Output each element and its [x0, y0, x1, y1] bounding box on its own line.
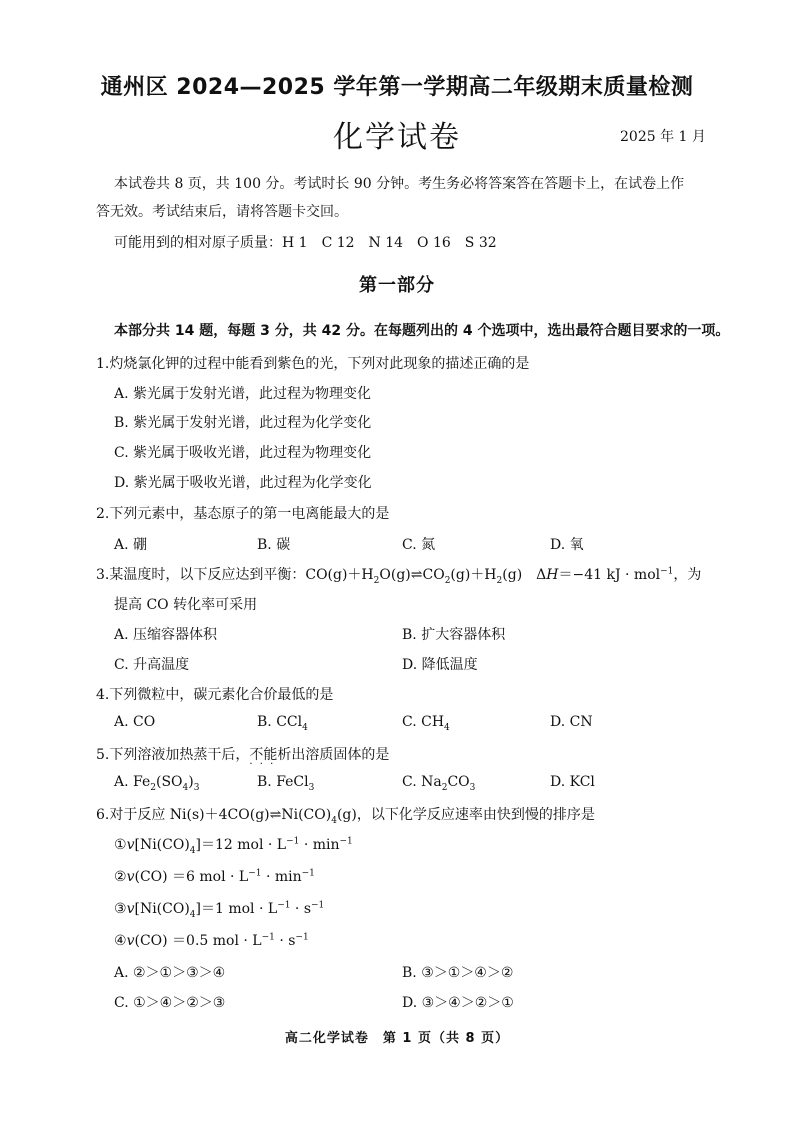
- question-6-option-a: A. ②＞①＞③＞④: [114, 965, 226, 981]
- question-3-option-b: B. 扩大容器体积: [402, 627, 506, 643]
- question-6-option-d: D. ③＞④＞②＞①: [402, 995, 514, 1011]
- question-6-option-b: B. ③＞①＞④＞②: [402, 965, 514, 981]
- question-3-stem-prefix: 3.某温度时，以下反应达到平衡：: [96, 567, 306, 583]
- question-4-stem: 4.下列微粒中，碳元素化合价最低的是: [96, 687, 334, 703]
- question-3-option-a: A. 压缩容器体积: [114, 627, 218, 643]
- question-3-stem-line-2: 提高 CO 转化率可采用: [114, 597, 258, 613]
- exam-title: 通州区 2024—2025 学年第一学期高二年级期末质量检测: [100, 75, 694, 100]
- question-5-option-d: D. KCl: [550, 774, 595, 790]
- question-4-option-c: C. $CH_4$: [402, 714, 450, 733]
- question-6-equation: $\rightleftharpoons Ni(CO)_4(g)$: [269, 807, 357, 826]
- question-6-rate-4: ④v(CO) ＝0.5 mol · $L^{-1} \cdot s^{-1}$: [114, 932, 309, 949]
- question-3-stem-suffix: ，为: [673, 567, 702, 583]
- subject-title: 化学试卷: [333, 120, 461, 155]
- instructions-line-1: 本试卷共 8 页，共 100 分。考试时长 90 分钟。考生务必将答案答在答题卡上，在试卷上作: [114, 176, 685, 192]
- question-5-option-c: C. $Na_2CO_3$: [402, 774, 476, 793]
- instructions-line-2: 答无效。考试结束后，请将答题卡交回。: [96, 204, 348, 220]
- atomic-masses: 可能用到的相对原子质量：H 1 C 12 N 14 O 16 S 32: [114, 235, 497, 251]
- section-description: 本部分共 14 题，每题 3 分，共 42 分。在每题列出的 4 个选项中，选出最符合题目要求的一项。: [114, 323, 730, 339]
- question-1-option-c: C. 紫光属于吸收光谱，此过程为物理变化: [114, 445, 372, 461]
- question-4-option-d: D. CN: [550, 714, 593, 730]
- question-6-rate-1: $①v[Ni(CO)_4]=12$ mol · $L^{-1} \cdot \min^{-1}$: [114, 836, 353, 856]
- question-6-rate-3: $③v[Ni(CO)_4]=1$ mol · $L^{-1} \cdot s^{-1}$: [114, 900, 325, 920]
- question-1-option-b: B. 紫光属于发射光谱，此过程为化学变化: [114, 415, 372, 431]
- question-4-option-a: A. CO: [114, 714, 156, 730]
- question-3-option-d: D. 降低温度: [402, 657, 478, 673]
- page-footer: 高二化学试卷 第 1 页（共 8 页）: [284, 1031, 510, 1046]
- question-5-stem: [96, 744, 389, 764]
- question-6-rate-2: ②v(CO) ＝6 mol · $L^{-1} \cdot \min^{-1}$: [114, 868, 315, 885]
- question-6-option-c: C. ①＞④＞②＞③: [114, 995, 226, 1011]
- question-4-option-b: B. CCl$_4$: [257, 714, 308, 733]
- question-1-stem: 1.灼烧氯化钾的过程中能看到紫色的光，下列对此现象的描述正确的是: [96, 356, 530, 372]
- question-3-option-c: C. 升高温度: [114, 657, 190, 673]
- section-title: 第一部分: [359, 275, 435, 296]
- question-5-option-b: B. FeCl$_3$: [257, 774, 315, 793]
- question-1-option-a: A. 紫光属于发射光谱，此过程为物理变化: [114, 386, 372, 402]
- question-4-option-c-text: C. CH: [402, 714, 445, 730]
- question-6-stem-prefix: 6.对于反应 Ni(s)＋4CO(g): [96, 807, 270, 823]
- question-2-option-b: B. 碳: [257, 537, 291, 553]
- question-5-stem-prefix: 5.下列溶液加热蒸干后，: [96, 747, 250, 763]
- question-2-option-d: D. 氧: [550, 537, 584, 553]
- question-3-equation: $CO(g)+H_2O(g)\rightleftharpoons CO_2(g)+H_2(g)$ ΔH＝−41 kJ · mol$^{-1}$: [305, 566, 674, 586]
- question-2-option-a: A. 硼: [114, 537, 148, 553]
- question-6-stem-suffix: ，以下化学反应速率由快到慢的排序是: [356, 807, 595, 823]
- question-5-stem-suffix: 析出溶质固体的是: [277, 747, 390, 763]
- question-6-stem: [96, 804, 595, 824]
- question-5-option-a: A. $Fe_2(SO_4)_3$: [114, 774, 200, 793]
- question-3-stem: [96, 564, 701, 584]
- question-1-option-d: D. 紫光属于吸收光谱，此过程为化学变化: [114, 475, 372, 491]
- question-2-stem: 2.下列元素中，基态原子的第一电离能最大的是: [96, 506, 390, 522]
- question-5-emphasis: 不能 · · ·: [249, 747, 277, 763]
- exam-date: 2025 年 1 月: [620, 129, 706, 145]
- question-2-option-c: C. 氮: [402, 537, 436, 553]
